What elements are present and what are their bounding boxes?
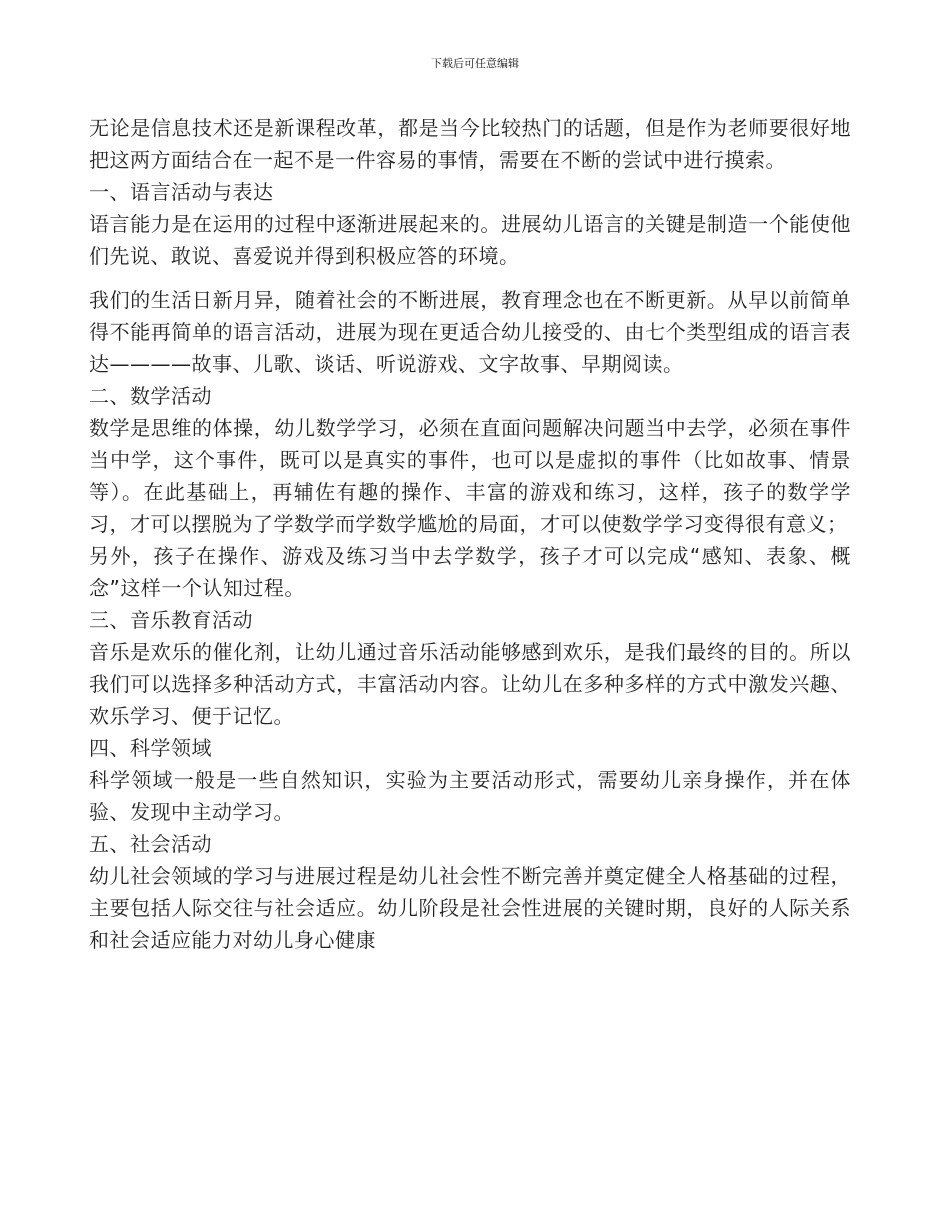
section-heading-social: 五、社会活动	[89, 832, 212, 856]
section-paragraph: 我们的生活日新月异，随着社会的不断进展，教育理念也在不断更新。从早以前简单得不能再简单的语言活动，进展为现在更适合幼儿接受的、由七个类型组成的语言表达————故事、儿歌、谈话、听说游戏、文字故事、早期阅读。	[89, 288, 851, 376]
section-paragraph: 另外，孩子在操作、游戏及练习当中去学数学，孩子才可以完成“感知、表象、概念”这样一个认知过程。	[89, 544, 851, 600]
intro-paragraph: 无论是信息技术还是新课程改革，都是当今比较热门的话题，但是作为老师要很好地把这两方面结合在一起不是一件容易的事情，需要在不断的尝试中进行摸索。	[89, 116, 851, 172]
section-paragraph: 语言能力是在运用的过程中逐渐进展起来的。进展幼儿语言的关键是制造一个能使他们先说、敢说、喜爱说并得到积极应答的环境。	[89, 212, 851, 268]
section-paragraph: 幼儿社会领域的学习与进展过程是幼儿社会性不断完善并奠定健全人格基础的过程，主要包括人际交往与社会适应。幼儿阶段是社会性进展的关键时期，良好的人际关系和社会适应能力对幼儿身心健康	[89, 864, 851, 952]
section-heading-language: 一、语言活动与表达	[89, 180, 274, 204]
section-paragraph: 科学领域一般是一些自然知识，实验为主要活动形式，需要幼儿亲身操作，并在体验、发现中主动学习。	[89, 768, 851, 824]
section-heading-music: 三、音乐教育活动	[89, 608, 253, 632]
document-body	[89, 112, 851, 956]
section-heading-math: 二、数学活动	[89, 384, 212, 408]
page-header-note: 下载后可任意编辑	[431, 57, 519, 70]
section-paragraph: 数学是思维的体操，幼儿数学学习，必须在直面问题解决问题当中去学，必须在事件当中学，这个事件，既可以是真实的事件，也可以是虚拟的事件（比如故事、情景等）。在此基础上，再辅佐有趣的操作、丰富的游戏和练习，这样，孩子的数学学习，才可以摆脱为了学数学而学数学尴尬的局面，才可以使数学学习变得很有意义；	[89, 416, 851, 536]
section-heading-science: 四、科学领域	[89, 736, 212, 760]
section-paragraph: 音乐是欢乐的催化剂，让幼儿通过音乐活动能够感到欢乐，是我们最终的目的。所以我们可以选择多种活动方式，丰富活动内容。让幼儿在多种多样的方式中激发兴趣、欢乐学习、便于记忆。	[89, 640, 851, 728]
